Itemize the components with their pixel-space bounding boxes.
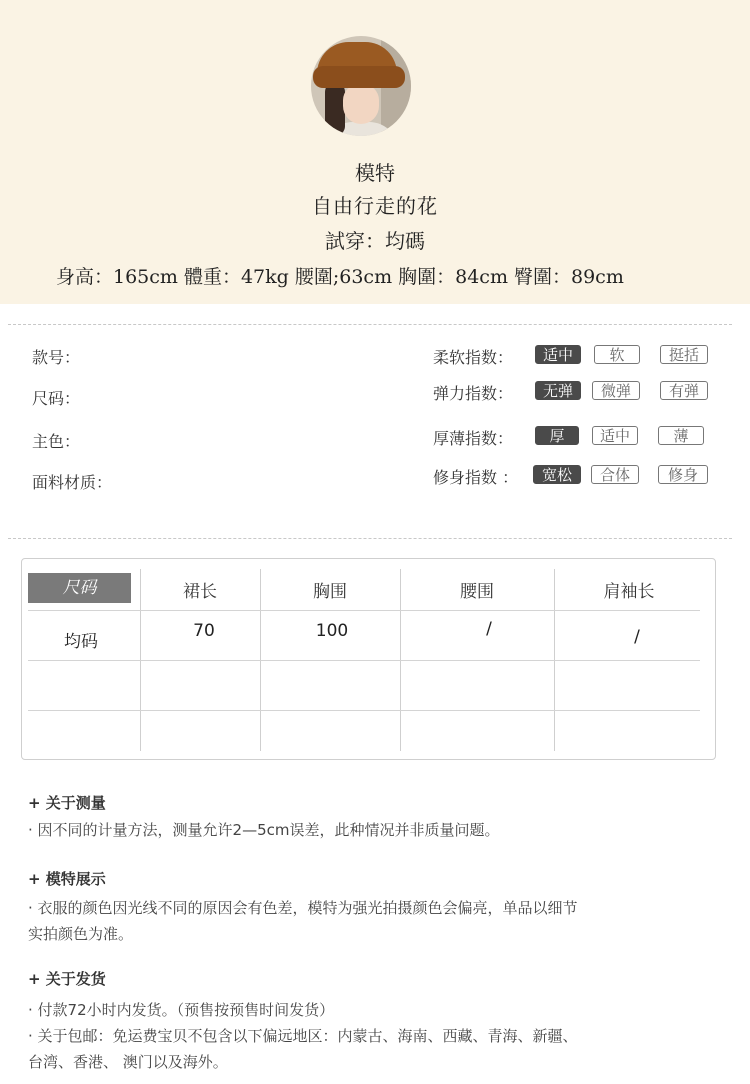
note-title-shipping: + 关于发货 [28,970,106,988]
model-title: 模特 [355,161,395,185]
fit-index-label: 修身指数 ： [433,468,519,487]
table-cell-bust: 100 [315,621,349,641]
note-line: · 因不同的计量方法，测量允许2—5cm误差，此种情况并非质量问题。 [28,821,500,839]
table-cell-shoulder-sleeve: / [634,627,640,647]
table-header-bust: 胸围 [313,582,347,602]
table-divider [28,610,700,611]
model-info-panel [0,0,750,304]
softness-option-medium: 适中 [535,345,581,364]
avatar-hat-brim [313,66,405,88]
table-divider [28,660,700,661]
avatar-hair [325,82,345,136]
model-avatar [311,36,411,136]
table-header-waist: 腰围 [460,582,494,602]
table-cell-waist: / [486,619,492,639]
note-line: 台湾、香港、 澳门以及海外。 [28,1053,228,1071]
fit-option-regular: 合体 [591,465,639,484]
size-table [21,558,716,760]
softness-option-stiff: 挺括 [660,345,708,364]
note-line: · 付款72小时内发货。（预售按预售时间发货） [28,1001,335,1019]
thickness-option-thick: 厚 [535,426,579,445]
softness-index-label: 柔软指数： [433,348,514,367]
field-size: 尺码： [32,389,81,408]
field-fabric: 面料材质： [32,473,113,492]
thickness-option-thin: 薄 [658,426,704,445]
field-style-number: 款号： [32,348,81,367]
table-cell-size: 均码 [64,632,98,652]
elasticity-option-stretch: 有弹 [660,381,708,400]
note-title-measurement: + 关于测量 [28,794,106,812]
table-divider [28,710,700,711]
field-main-color: 主色： [32,432,81,451]
divider [8,324,732,325]
model-measurements: 身高：165cm 體重：47kg 腰圍;63cm 胸圍：84cm 臀圍：89cm [56,266,624,288]
note-title-model-display: + 模特展示 [28,870,106,888]
table-header-skirt-length: 裙长 [183,582,217,602]
note-line: · 衣服的颜色因光线不同的原因会有色差，模特为强光拍摄颜色会偏亮，单品以细节 [28,899,578,917]
divider [8,538,732,539]
note-line: 实拍颜色为准。 [28,925,134,943]
elasticity-option-none: 无弹 [535,381,581,400]
model-nickname: 自由行走的花 [312,194,438,218]
elasticity-option-slight: 微弹 [592,381,640,400]
note-line: · 关于包邮：免运费宝贝不包含以下偏远地区：内蒙古、海南、西藏、青海、新疆、 [28,1027,578,1045]
elasticity-index-label: 弹力指数： [433,384,514,403]
fit-option-slim: 修身 [658,465,708,484]
table-header-shoulder-sleeve: 肩袖长 [603,582,655,602]
avatar-face [343,84,379,124]
fit-option-loose: 宽松 [533,465,581,484]
table-header-size: 尺码 [28,573,131,603]
model-try-on-size: 試穿：均碼 [325,229,425,253]
softness-option-soft: 软 [594,345,640,364]
thickness-index-label: 厚薄指数： [433,429,514,448]
table-cell-skirt-length: 70 [193,621,215,641]
thickness-option-medium: 适中 [592,426,638,445]
